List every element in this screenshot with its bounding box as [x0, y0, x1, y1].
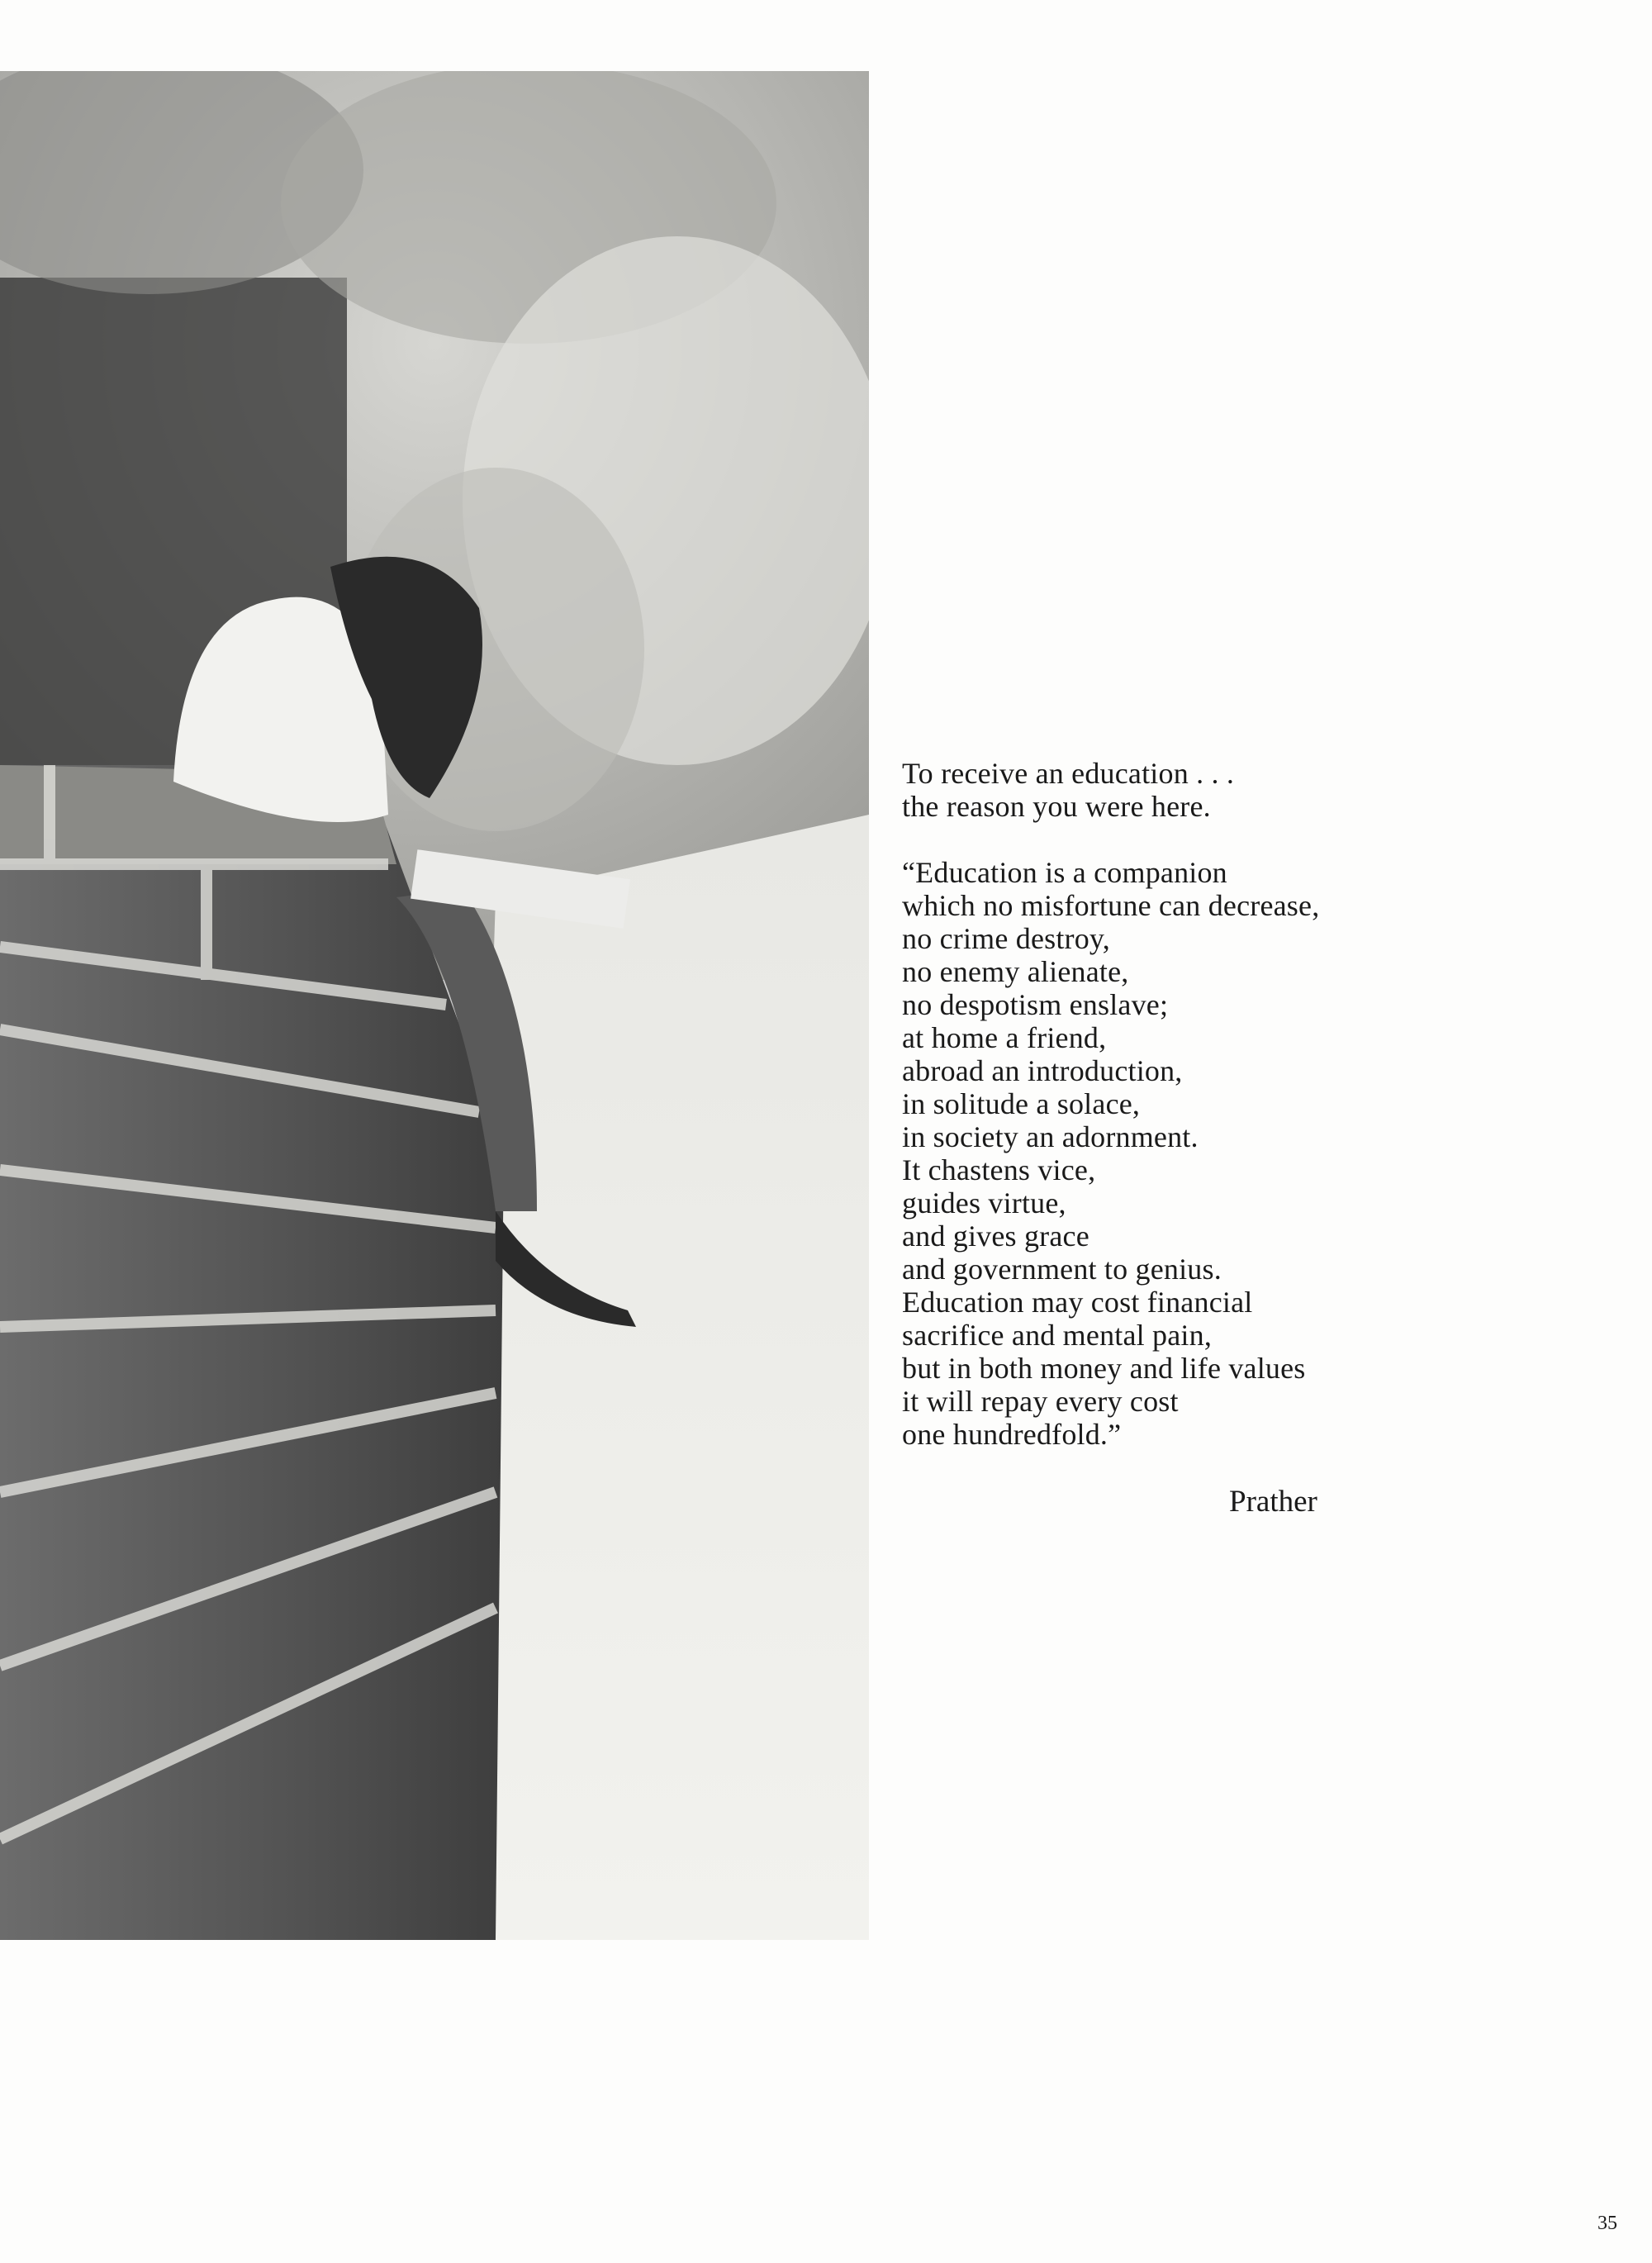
quote-line: Education may cost financial — [902, 1286, 1253, 1319]
photo-girl-on-brick-wall — [0, 71, 869, 1940]
quote-line: which no misfortune can decrease, — [902, 889, 1320, 922]
quote-line: it will repay every cost — [902, 1385, 1179, 1418]
quote-line: abroad an introduction, — [902, 1054, 1183, 1087]
quote-line: and government to genius. — [902, 1253, 1222, 1286]
photograph — [0, 71, 869, 1940]
quote-line: “Education is a companion — [902, 856, 1227, 889]
quote-line: sacrifice and mental pain, — [902, 1319, 1213, 1352]
intro-line: To receive an education . . . — [902, 757, 1235, 790]
intro-line: the reason you were here. — [902, 790, 1211, 823]
quote-line: but in both money and life values — [902, 1352, 1306, 1385]
quote-line: one hundredfold.” — [902, 1418, 1122, 1451]
quote-line: at home a friend, — [902, 1021, 1107, 1054]
quote-line: in solitude a solace, — [902, 1087, 1141, 1120]
quote-line: no enemy alienate, — [902, 955, 1129, 988]
quote-block — [902, 757, 1579, 1451]
attribution: Prather — [1229, 1485, 1317, 1519]
quote-line: It chastens vice, — [902, 1153, 1096, 1186]
quote-line: in society an adornment. — [902, 1120, 1199, 1153]
quote-line: and gives grace — [902, 1219, 1089, 1253]
quote-line: guides virtue, — [902, 1186, 1066, 1219]
quote-line: no despotism enslave; — [902, 988, 1169, 1021]
page-number: 35 — [1597, 2213, 1617, 2234]
quote-line: no crime destroy, — [902, 922, 1110, 955]
